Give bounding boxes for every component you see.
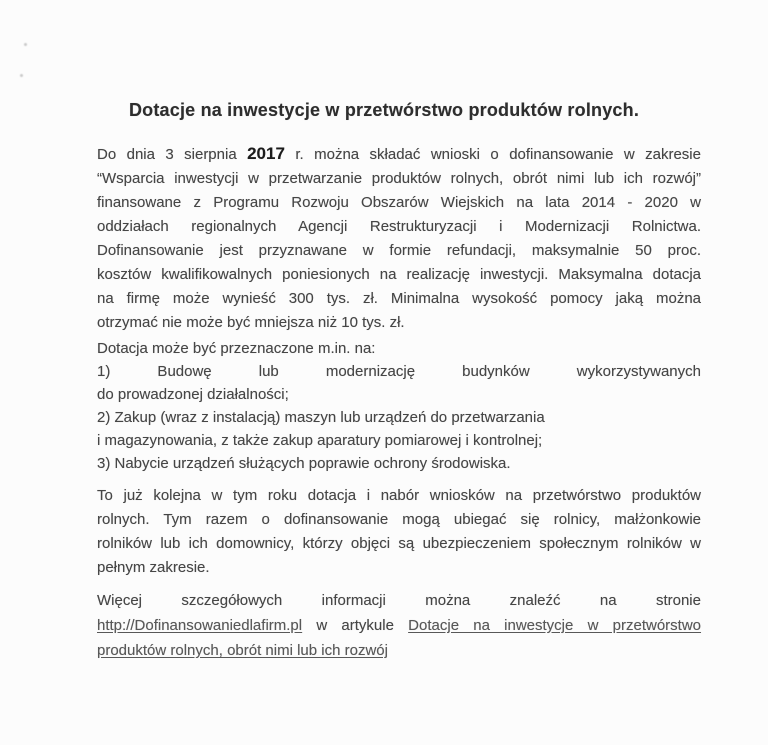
paragraph-deadline bbox=[97, 142, 701, 335]
text-line: Dofinansowanie jest przyznawane w formie refundacji, maksymalnie 50 proc. bbox=[97, 242, 701, 259]
article-link[interactable]: Dotacje na inwestycje w przetwórstwo bbox=[408, 617, 702, 634]
text-line: rolników lub ich domownicy, którzy objęci są ubezpieczeniem społecznym rolników w bbox=[97, 535, 701, 552]
list-item-1: 1) Budowę lub modernizację budynków wykorzystywanych bbox=[97, 363, 701, 380]
text-line: oddziałach regionalnych Agencji Restrukturyzacji i Modernizacji Rolnictwa. bbox=[97, 218, 701, 235]
deadline-text-prefix: Do dnia 3 sierpnia bbox=[97, 146, 237, 163]
more-info-connector: w artykule bbox=[316, 617, 394, 634]
text-line: kosztów kwalifikowalnych poniesionych na realizację inwestycji. Maksymalna dotacja bbox=[97, 266, 701, 283]
article-link-continued[interactable]: produktów rolnych, obrót nimi lub ich rozwój bbox=[97, 642, 388, 659]
year-2017: 2017 bbox=[247, 144, 285, 163]
text-line: otrzymać nie może być mniejsza niż 10 tys. zł. bbox=[97, 314, 405, 331]
page-title: Dotacje na inwestycje w przetwórstwo produktów rolnych. bbox=[128, 100, 640, 120]
list-item-1-continued: do prowadzonej działalności; bbox=[97, 386, 289, 403]
list-item-2-continued: i magazynowania, z także zakup aparatury pomiarowej i kontrolnej; bbox=[97, 432, 543, 449]
paragraph-eligibility bbox=[97, 484, 701, 580]
paragraph-purposes bbox=[97, 337, 701, 475]
deadline-text-suffix: r. można składać wnioski o dofinansowanie w zakresie bbox=[295, 146, 701, 163]
text-line: pełnym zakresie. bbox=[97, 559, 210, 576]
list-item-3: 3) Nabycie urządzeń służących poprawie ochrony środowiska. bbox=[97, 455, 511, 472]
scan-speck bbox=[24, 43, 27, 46]
list-item-2: 2) Zakup (wraz z instalacją) maszyn lub urządzeń do przetwarzania bbox=[97, 409, 545, 426]
text-line bbox=[97, 638, 701, 663]
text-line: rolnych. Tym razem o dofinansowanie mogą ubiegać się rolnicy, małżonkowie bbox=[97, 511, 701, 528]
list-intro: Dotacja może być przeznaczone m.in. na: bbox=[97, 340, 376, 357]
site-link[interactable]: http://Dofinansowaniedlafirm.pl bbox=[97, 617, 303, 634]
text-line bbox=[97, 613, 701, 638]
text-line: “Wsparcia inwestycji w przetwarzanie produktów rolnych, obrót nimi lub ich rozwój” bbox=[97, 170, 701, 187]
text-line: To już kolejna w tym roku dotacja i nabór wniosków na przetwórstwo produktów bbox=[97, 487, 701, 504]
text-line: Więcej szczegółowych informacji można znaleźć na stronie bbox=[97, 592, 701, 609]
scan-speck bbox=[20, 74, 23, 77]
text-line: na firmę może wynieść 300 tys. zł. Minimalna wysokość pomocy jaką można bbox=[97, 290, 701, 307]
text-line bbox=[97, 142, 701, 167]
text-line: finansowane z Programu Rozwoju Obszarów Wiejskich na lata 2014 - 2020 w bbox=[97, 194, 701, 211]
paragraph-more-info bbox=[97, 588, 701, 663]
